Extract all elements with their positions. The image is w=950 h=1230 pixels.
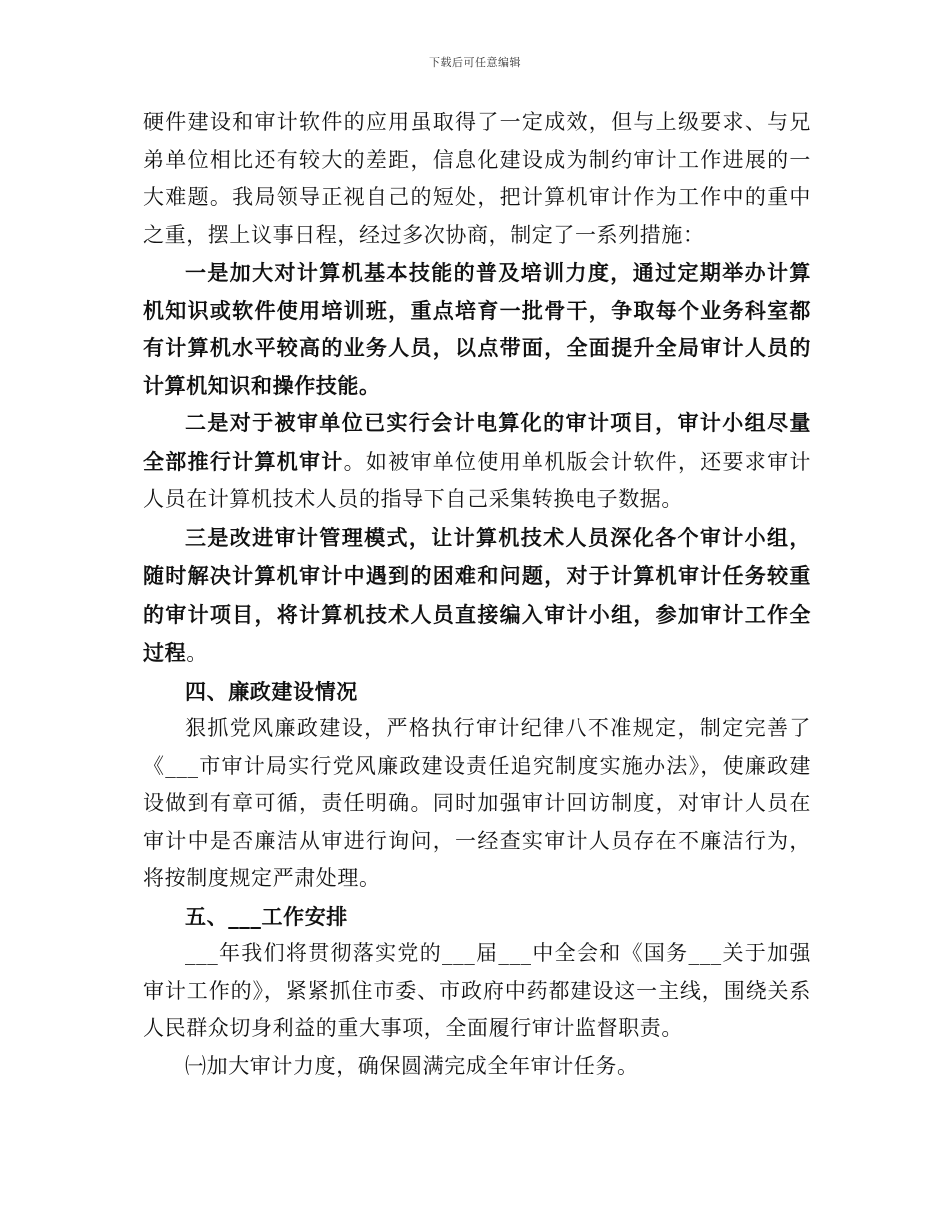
paragraph-audit-intensity: ㈠加大审计力度，确保圆满完成全年审计任务。 xyxy=(185,1053,639,1078)
measure-three-bold: 三是改进审计管理模式，让计算机技术人员深化各个审计小组，随时解决计算机审计中遇到的困难和问题，对于计算机审计任务较重的审计项目，将计算机技术人员直接编入审计小组，参加审计工作全过程 xyxy=(143,524,811,665)
measure-two-bold: 二是对于被审单位已实行会计电算化的审计项目，审计小组尽量全部推行计算机审计 xyxy=(143,410,811,474)
paragraph-measure-three xyxy=(143,519,811,673)
paragraph-work-plan: ___年我们将贯彻落实党的___届___中全会和《国务___关于加强审计工作的》，紧紧抓住市委、市政府中药都建设这一主线，围绕关系人民群众切身利益的重大事项，全面履行审计监督职责。 xyxy=(143,941,811,1040)
page-header: 下载后可任意编辑 xyxy=(429,56,521,69)
paragraph-informatization: 硬件建设和审计软件的应用虽取得了一定成效，但与上级要求、与兄弟单位相比还有较大的差距，信息化建设成为制约审计工作进展的一大难题。我局领导正视自己的短处，把计算机审计作为工作中的重中之重，摆上议事日程，经过多次协商，制定了一系列措施： xyxy=(143,110,811,247)
document-body xyxy=(143,104,811,1085)
measure-two-rest: 。如被审单位使用单机版会计软件，还要求审计人员在计算机技术人员的指导下自己采集转换电子数据。 xyxy=(143,449,811,511)
section-heading-work-plan: 五、___工作安排 xyxy=(185,903,348,929)
paragraph-measure-two xyxy=(143,404,811,519)
paragraph-integrity: 狠抓党风廉政建设，严格执行审计纪律八不准规定，制定完善了《___市审计局实行党风廉政建设责任追究制度实施办法》，使廉政建设做到有章可循，责任明确。同时加强审计回访制度，对审计人员在审计中是否廉洁从审进行询问，一经查实审计人员存在不廉洁行为，将按制度规定严肃处理。 xyxy=(143,716,811,890)
measure-three-rest: 。 xyxy=(186,641,208,665)
section-heading-integrity: 四、廉政建设情况 xyxy=(185,678,358,704)
paragraph-measure-one: 一是加大对计算机基本技能的普及培训力度，通过定期举办计算机知识或软件使用培训班，重点培育一批骨干，争取每个业务科室都有计算机水平较高的业务人员，以点带面，全面提升全局审计人员的计算机知识和操作技能。 xyxy=(143,260,811,398)
